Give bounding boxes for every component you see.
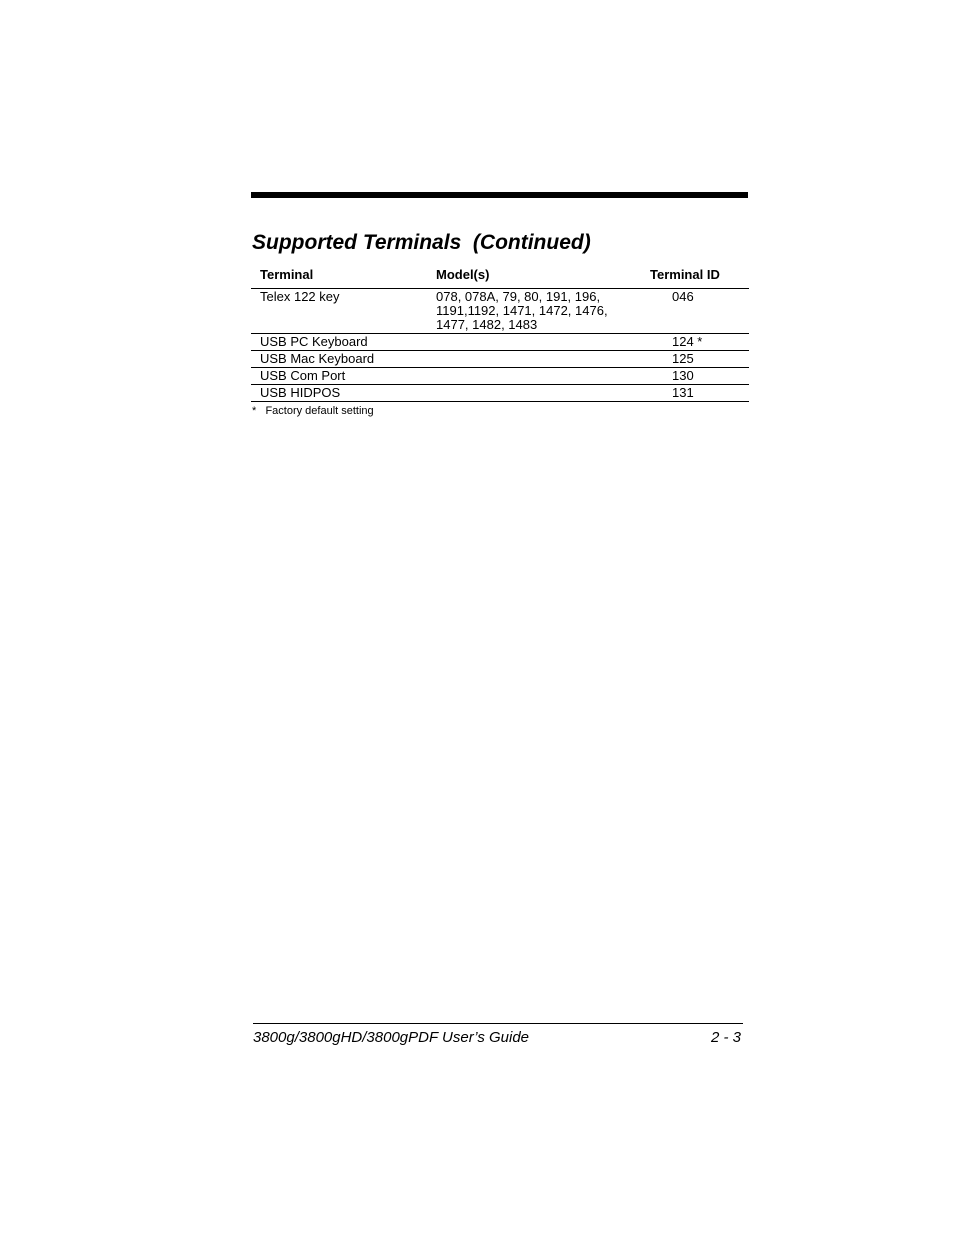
footer-rule <box>253 1023 743 1024</box>
terminal-id-cell: 130 <box>672 368 694 383</box>
top-rule <box>251 192 748 198</box>
header-terminal: Terminal <box>260 267 314 282</box>
terminal-cell: USB Com Port <box>260 368 346 383</box>
footer-guide-title: 3800g/3800gHD/3800gPDF User’s Guide <box>253 1029 530 1046</box>
terminal-cell: USB PC Keyboard <box>260 334 368 349</box>
terminal-cell: USB Mac Keyboard <box>260 351 375 366</box>
table-row <box>251 334 749 351</box>
table-header-row <box>251 265 749 289</box>
terminal-id-cell: 131 <box>672 385 694 400</box>
table-row <box>251 385 749 402</box>
section-title: Supported Terminals (Continued) <box>252 231 591 254</box>
terminal-id-cell: 125 <box>672 351 694 366</box>
table-row <box>251 368 749 385</box>
table-row <box>251 351 749 368</box>
terminal-cell: USB HIDPOS <box>260 385 341 400</box>
terminal-id-cell: 124 * <box>672 334 703 349</box>
footer-page-number: 2 - 3 <box>710 1029 741 1046</box>
header-terminal-id: Terminal ID <box>650 267 720 282</box>
terminal-id-cell: 046 <box>672 289 694 304</box>
header-models: Model(s) <box>436 267 490 282</box>
models-cell: 078, 078A, 79, 80, 191, 196, 1191,1192, 1471, 1472, 1476, 1477, 1482, 1483 <box>436 289 608 332</box>
terminal-cell: Telex 122 key <box>260 289 340 304</box>
footnote: * Factory default setting <box>252 405 374 417</box>
table-row <box>251 289 749 334</box>
terminals-table <box>251 265 749 402</box>
